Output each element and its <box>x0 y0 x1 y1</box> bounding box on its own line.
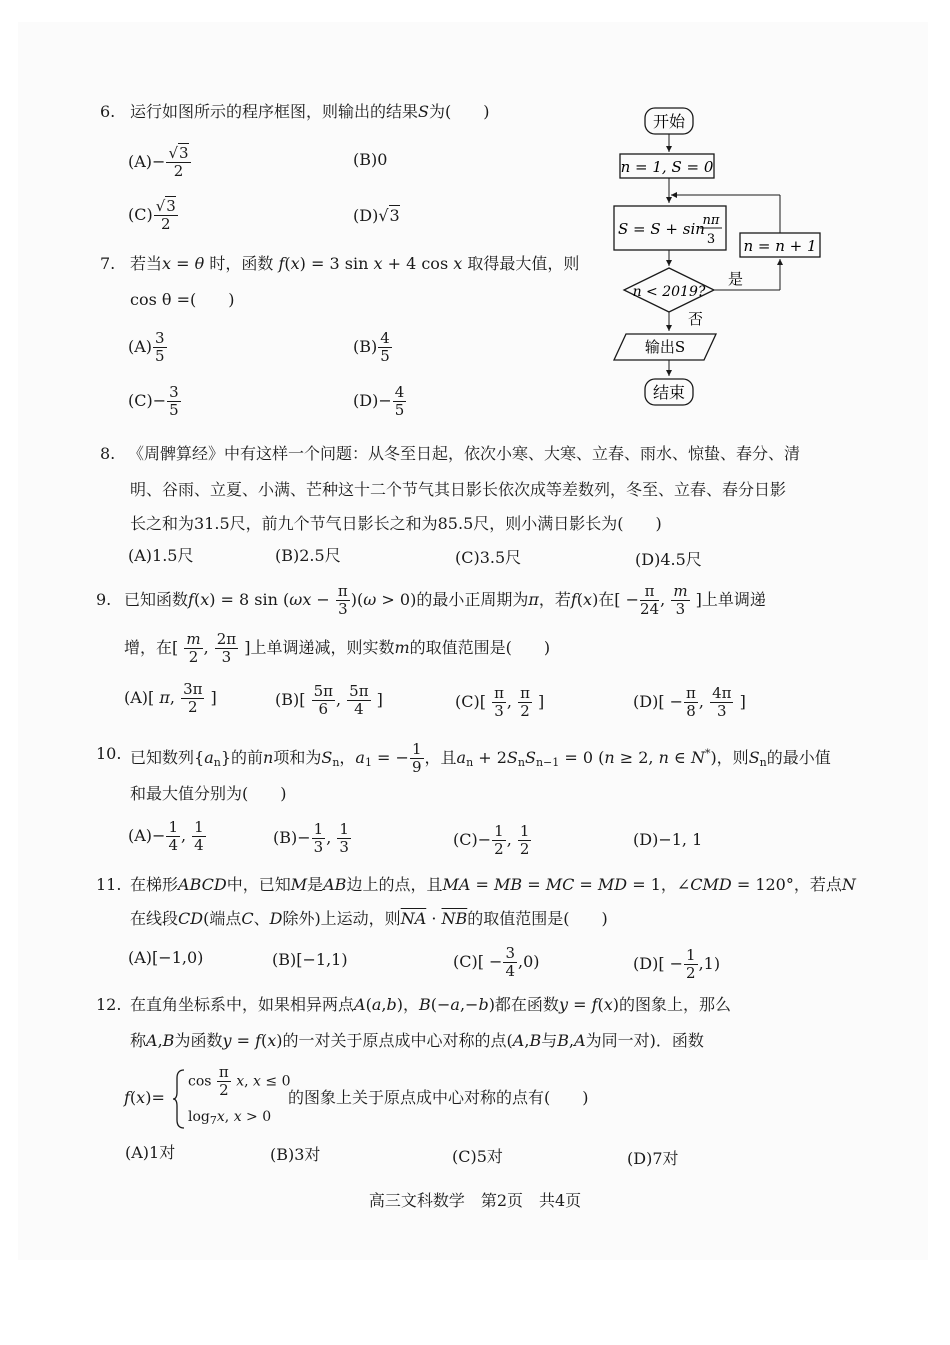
q9-line1: 已知函数f(x) = 8 sin (ωx − $\frac{\pi}{3}$ )(ω > 0)的最小正周期为π，若f(x)在[ − $\frac{\pi}{24}$ , $\frac{m}{3}$ ]上单调递 <box>124 582 766 618</box>
q8-line3: 长之和为31.5尺，前九个节气日影长之和为85.5尺，则小满日影长为( ) <box>130 514 662 533</box>
flow-init-label: n = 1, S = 0 <box>620 158 714 176</box>
flow-update-frac-num: nπ <box>702 213 720 228</box>
q8-number: 8. <box>100 444 116 463</box>
q9-option-b: (B)[ $\frac{5\pi}{6}$ , $\frac{5\pi}{4}$ ] <box>275 682 383 718</box>
q9-number: 9. <box>96 590 112 609</box>
q12-option-c: (C)5对 <box>452 1147 503 1166</box>
flow-increment-label: n = n + 1 <box>743 237 817 255</box>
q10-option-c: (C)− $\frac{1}{2}$ , $\frac{1}{2}$ <box>453 822 530 858</box>
q11-line2: 在线段CD(端点C、D除外)上运动，则$\overline{NA} \cdot \overline{NB}$的取值范围是( ) <box>130 909 608 928</box>
q6-number: 6. <box>100 102 116 121</box>
q6-stem: 运行如图所示的程序框图，则输出的结果S为( ) <box>130 102 490 121</box>
q7-stem: 若当x = θ 时，函数 f(x) = 3 sin x + 4 cos x 取得最大值，则 <box>130 254 580 273</box>
q12-option-b: (B)3对 <box>270 1145 321 1164</box>
q10-line1: 已知数列$\{a_n\}$的前n项和为$S_n$，$a_1$ = − $\frac{1}{9}$ ，且$a_n + 2S_nS_{n-1} = 0$ (n ≥ 2, n ∈ N*)，则$S_n$的最小值 <box>130 740 831 776</box>
q6-option-b: (B)0 <box>353 150 388 169</box>
q12-option-a: (A)1对 <box>125 1143 176 1162</box>
q11-number: 11. <box>96 875 122 894</box>
q11-option-c: (C)[ − $\frac{3}{4}$ ,0) <box>453 944 540 980</box>
q12-line2: 称A,B为函数y = f(x)的一对关于原点成中心对称的点(A,B与B,A为同一对)．函数 <box>130 1031 704 1050</box>
q8-option-d: (D)4.5尺 <box>635 550 702 569</box>
q12-piece1: cos $\frac{\pi}{2}$ x, x ≤ 0 <box>188 1063 291 1099</box>
q6-option-d: (D)√3 <box>353 206 400 225</box>
piecewise-brace <box>172 1068 186 1130</box>
flow-update-text: S = S + sin <box>618 220 705 238</box>
q8-option-c: (C)3.5尺 <box>455 548 522 567</box>
program-flowchart <box>600 100 840 415</box>
q8-line1: 《周髀算经》中有这样一个问题：从冬至日起，依次小寒、大寒、立春、雨水、惊蛰、春分、清 <box>128 444 801 463</box>
q11-option-d: (D)[ − $\frac{1}{2}$ ,1) <box>633 946 721 982</box>
q10-option-b: (B)− $\frac{1}{3}$ , $\frac{1}{3}$ <box>273 820 349 856</box>
q12-line3: 的图象上关于原点成中心对称的点有( ) <box>288 1088 589 1107</box>
q9-line2: 增，在[ $\frac{m}{2}$ , $\frac{2\pi}{3}$ ]上单调递减，则实数m的取值范围是( ) <box>124 630 551 666</box>
q8-option-a: (A)1.5尺 <box>128 546 194 565</box>
flow-output-label: 输出S <box>644 338 686 356</box>
flow-condition-label: n < 2019? <box>632 284 706 300</box>
q7-number: 7. <box>100 254 116 273</box>
q10-number: 10. <box>96 744 122 763</box>
q8-option-b: (B)2.5尺 <box>275 546 341 565</box>
q10-option-d: (D)−1, 1 <box>633 830 703 849</box>
q12-fx-label: f(x)= <box>124 1088 165 1107</box>
q7-option-c: (C)− $\frac{3}{5}$ <box>128 383 179 419</box>
q11-option-a: (A)[−1,0) <box>128 948 204 967</box>
flow-end-label: 结束 <box>652 383 686 402</box>
flow-no-label: 否 <box>688 310 704 328</box>
q12-line1: 在直角坐标系中，如果相异两点A(a,b)，B(−a,−b)都在函数y = f(x)的图象上，那么 <box>130 995 732 1014</box>
flow-update-frac-den: 3 <box>706 232 716 247</box>
flow-start-label: 开始 <box>652 112 686 131</box>
q7-option-b: (B) $\frac{4}{5}$ <box>353 329 390 365</box>
q9-option-a: (A)[ π, $\frac{3\pi}{2}$ ] <box>124 680 217 716</box>
q10-option-a: (A)− $\frac{1}{4}$ , $\frac{1}{4}$ <box>128 818 204 854</box>
q6-option-c: (C) $\frac{√3}{2}$ <box>128 197 176 233</box>
page-footer: 高三文科数学 第2页 共4页 <box>368 1191 582 1210</box>
q7-option-a: (A) $\frac{3}{5}$ <box>128 329 165 365</box>
q10-line2: 和最大值分别为( ) <box>130 784 287 803</box>
q11-line1: 在梯形ABCD中，已知M是AB边上的点，且MA = MB = MC = MD = 1，∠CMD = 120°，若点N <box>130 875 856 894</box>
q12-number: 12. <box>96 995 122 1014</box>
flow-yes-label: 是 <box>728 270 744 288</box>
q7-option-d: (D)− $\frac{4}{5}$ <box>353 383 405 419</box>
q7-stem-line2: cos θ =( ) <box>130 290 235 309</box>
q6-option-a: (A)− $\frac{√3}{2}$ <box>128 144 189 180</box>
q12-piece2: $\log_7x$, x > 0 <box>188 1109 272 1127</box>
q9-option-d: (D)[ − $\frac{\pi}{8}$ , $\frac{4\pi}{3}$ ] <box>633 684 746 720</box>
q9-option-c: (C)[ $\frac{\pi}{3}$ , $\frac{\pi}{2}$ ] <box>455 684 545 720</box>
q11-option-b: (B)[−1,1) <box>272 950 348 969</box>
q12-option-d: (D)7对 <box>627 1149 679 1168</box>
q8-line2: 明、谷雨、立夏、小满、芒种这十二个节气其日影长依次成等差数列，冬至、立春、春分日影 <box>130 480 787 499</box>
